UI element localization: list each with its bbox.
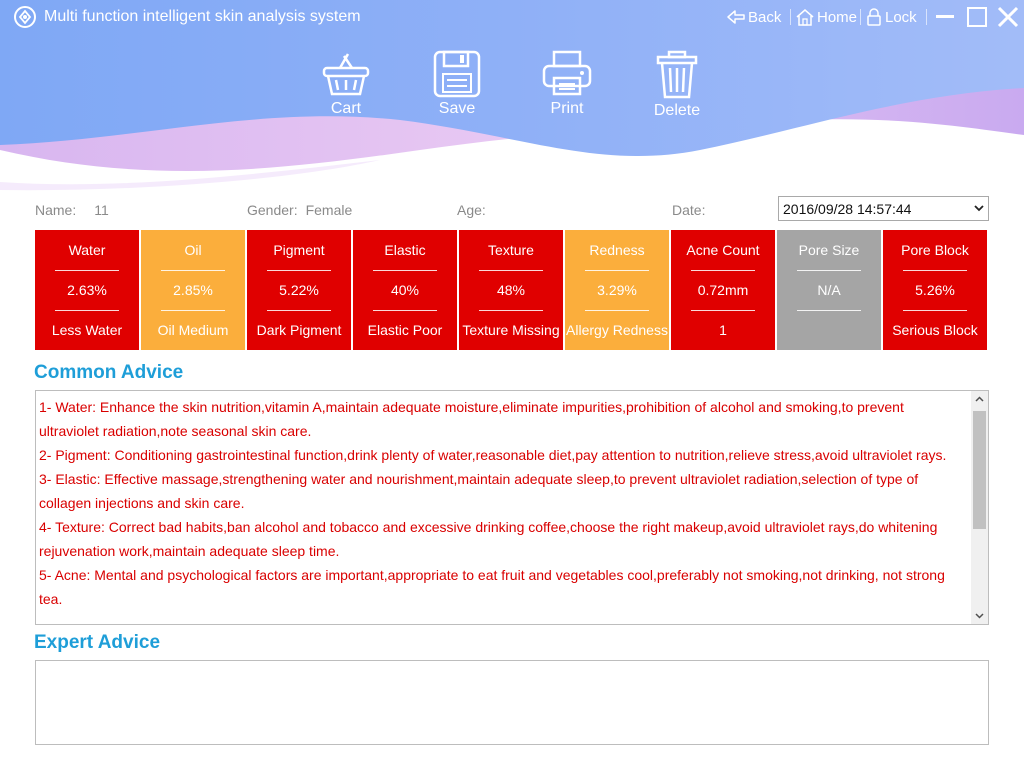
card-value: 5.22%	[279, 282, 319, 298]
scrollbar-thumb[interactable]	[973, 411, 986, 529]
card-divider	[161, 310, 225, 311]
card-divider	[161, 270, 225, 271]
card-title: Redness	[589, 242, 645, 258]
back-button[interactable]	[726, 6, 781, 28]
gender-value: Female	[305, 202, 353, 218]
app-logo-icon	[14, 6, 36, 28]
card-divider	[267, 310, 331, 311]
card-elastic[interactable]	[353, 230, 457, 350]
lock-button[interactable]	[865, 6, 917, 28]
lock-label: Lock	[885, 8, 917, 26]
cart-label: Cart	[330, 100, 362, 117]
card-title: Acne Count	[686, 242, 760, 258]
card-pore-size[interactable]	[777, 230, 881, 350]
card-water[interactable]	[35, 230, 139, 350]
scroll-up-icon[interactable]	[975, 395, 984, 404]
card-status: Dark Pigment	[256, 322, 342, 338]
minimize-icon[interactable]	[933, 5, 957, 29]
printer-icon	[541, 50, 593, 98]
card-title: Texture	[488, 242, 534, 258]
nav-divider	[790, 9, 791, 25]
gender-field	[247, 202, 352, 218]
card-value: 48%	[496, 282, 526, 298]
lock-icon	[865, 8, 883, 26]
name-field	[35, 202, 109, 218]
expert-advice-title: Expert Advice	[34, 632, 161, 653]
advice-line: 1- Water: Enhance the skin nutrition,vitamin A,maintain adequate moisture,eliminate impurities,prohibition of alcohol and smoking,to prevent ultraviolet radiation,note seasonal skin care.	[39, 399, 904, 439]
save-floppy-icon	[432, 50, 482, 98]
save-button[interactable]	[422, 50, 492, 118]
card-status: Less Water	[51, 322, 123, 338]
card-divider	[797, 270, 861, 271]
card-status: Serious Block	[892, 322, 978, 338]
card-title: Pigment	[273, 242, 325, 258]
maximize-icon[interactable]	[965, 5, 989, 29]
common-advice-box[interactable]	[35, 390, 989, 625]
name-value: 11	[94, 202, 109, 218]
advice-line: 2- Pigment: Conditioning gastrointestinal function,drink plenty of water,reasonable diet,pay attention to nutrition,relieve stress,avoid ultraviolet rays.	[39, 447, 947, 463]
back-arrow-icon	[726, 9, 746, 25]
home-label: Home	[817, 8, 858, 26]
cart-button[interactable]	[311, 50, 381, 118]
card-pore-block[interactable]	[883, 230, 987, 350]
advice-line: 4- Texture: Correct bad habits,ban alcohol and tobacco and excessive drinking coffee,choose the right makeup,avoid ultraviolet rays,do whitening rejuvenation work,maintain adequate sleep time.	[39, 519, 938, 559]
card-value: 5.26%	[915, 282, 955, 298]
date-select[interactable]	[778, 196, 989, 221]
name-label: Name:	[35, 202, 77, 218]
card-redness[interactable]	[565, 230, 669, 350]
cart-basket-icon	[320, 50, 372, 98]
card-divider	[585, 310, 649, 311]
expert-advice-input[interactable]	[35, 660, 989, 745]
card-value: 2.85%	[173, 282, 213, 298]
gender-label: Gender:	[247, 202, 298, 218]
back-label: Back	[748, 8, 782, 26]
home-icon	[795, 8, 815, 26]
card-divider	[691, 270, 755, 271]
card-divider	[479, 310, 543, 311]
advice-line: 3- Elastic: Effective massage,strengthening water and nourishment,maintain adequate sleep,to prevent ultraviolet radiation,selection of type of collagen injections and skin care.	[39, 471, 919, 511]
card-divider	[373, 270, 437, 271]
card-divider	[479, 270, 543, 271]
card-oil[interactable]	[141, 230, 245, 350]
card-pigment[interactable]	[247, 230, 351, 350]
card-status: 1	[719, 322, 727, 338]
date-select-value: 2016/09/28 14:57:44	[783, 201, 912, 217]
trash-can-icon	[655, 50, 699, 100]
card-title: Oil	[184, 242, 202, 258]
card-status: Elastic Poor	[367, 322, 443, 338]
card-value: 40%	[390, 282, 420, 298]
common-advice-title: Common Advice	[34, 362, 184, 383]
metric-cards	[35, 230, 989, 350]
card-divider	[373, 310, 437, 311]
card-value: 0.72mm	[697, 282, 749, 298]
age-label: Age:	[457, 202, 486, 218]
card-title: Pore Block	[901, 242, 969, 258]
date-field	[672, 202, 705, 218]
save-label: Save	[438, 100, 476, 117]
card-value: 2.63%	[67, 282, 107, 298]
card-value: 3.29%	[597, 282, 637, 298]
card-status: Texture Missing	[462, 322, 560, 338]
common-advice-text	[39, 395, 967, 611]
card-value: N/A	[817, 282, 841, 298]
advice-line: 5- Acne: Mental and psychological factors are important,appropriate to eat fruit and vegetables cool,preferably not smoking,not drinking, not strong tea.	[39, 567, 945, 607]
card-acne-count[interactable]	[671, 230, 775, 350]
nav-divider	[860, 9, 861, 25]
print-label: Print	[550, 100, 584, 117]
card-title: Water	[68, 242, 106, 258]
app-title: Multi function intelligent skin analysis system	[44, 8, 361, 25]
card-divider	[691, 310, 755, 311]
card-divider	[585, 270, 649, 271]
scroll-down-icon[interactable]	[975, 611, 984, 620]
card-divider	[267, 270, 331, 271]
card-status: Oil Medium	[157, 322, 229, 338]
card-divider	[903, 270, 967, 271]
title-bar	[0, 0, 1024, 34]
card-divider	[797, 310, 861, 311]
close-icon[interactable]	[996, 5, 1020, 29]
print-button[interactable]	[532, 50, 602, 118]
card-title: Elastic	[384, 242, 426, 258]
card-divider	[55, 270, 119, 271]
delete-button[interactable]	[642, 50, 712, 120]
card-divider	[903, 310, 967, 311]
chevron-down-icon	[973, 202, 985, 214]
card-status: Allergy Redness	[566, 322, 668, 338]
date-label: Date:	[672, 202, 706, 218]
delete-label: Delete	[653, 102, 701, 119]
card-divider	[55, 310, 119, 311]
nav-divider	[926, 9, 927, 25]
card-texture[interactable]	[459, 230, 563, 350]
home-button[interactable]	[795, 6, 857, 28]
card-title: Pore Size	[798, 242, 860, 258]
age-field	[457, 202, 496, 218]
advice-scrollbar[interactable]	[971, 391, 988, 624]
